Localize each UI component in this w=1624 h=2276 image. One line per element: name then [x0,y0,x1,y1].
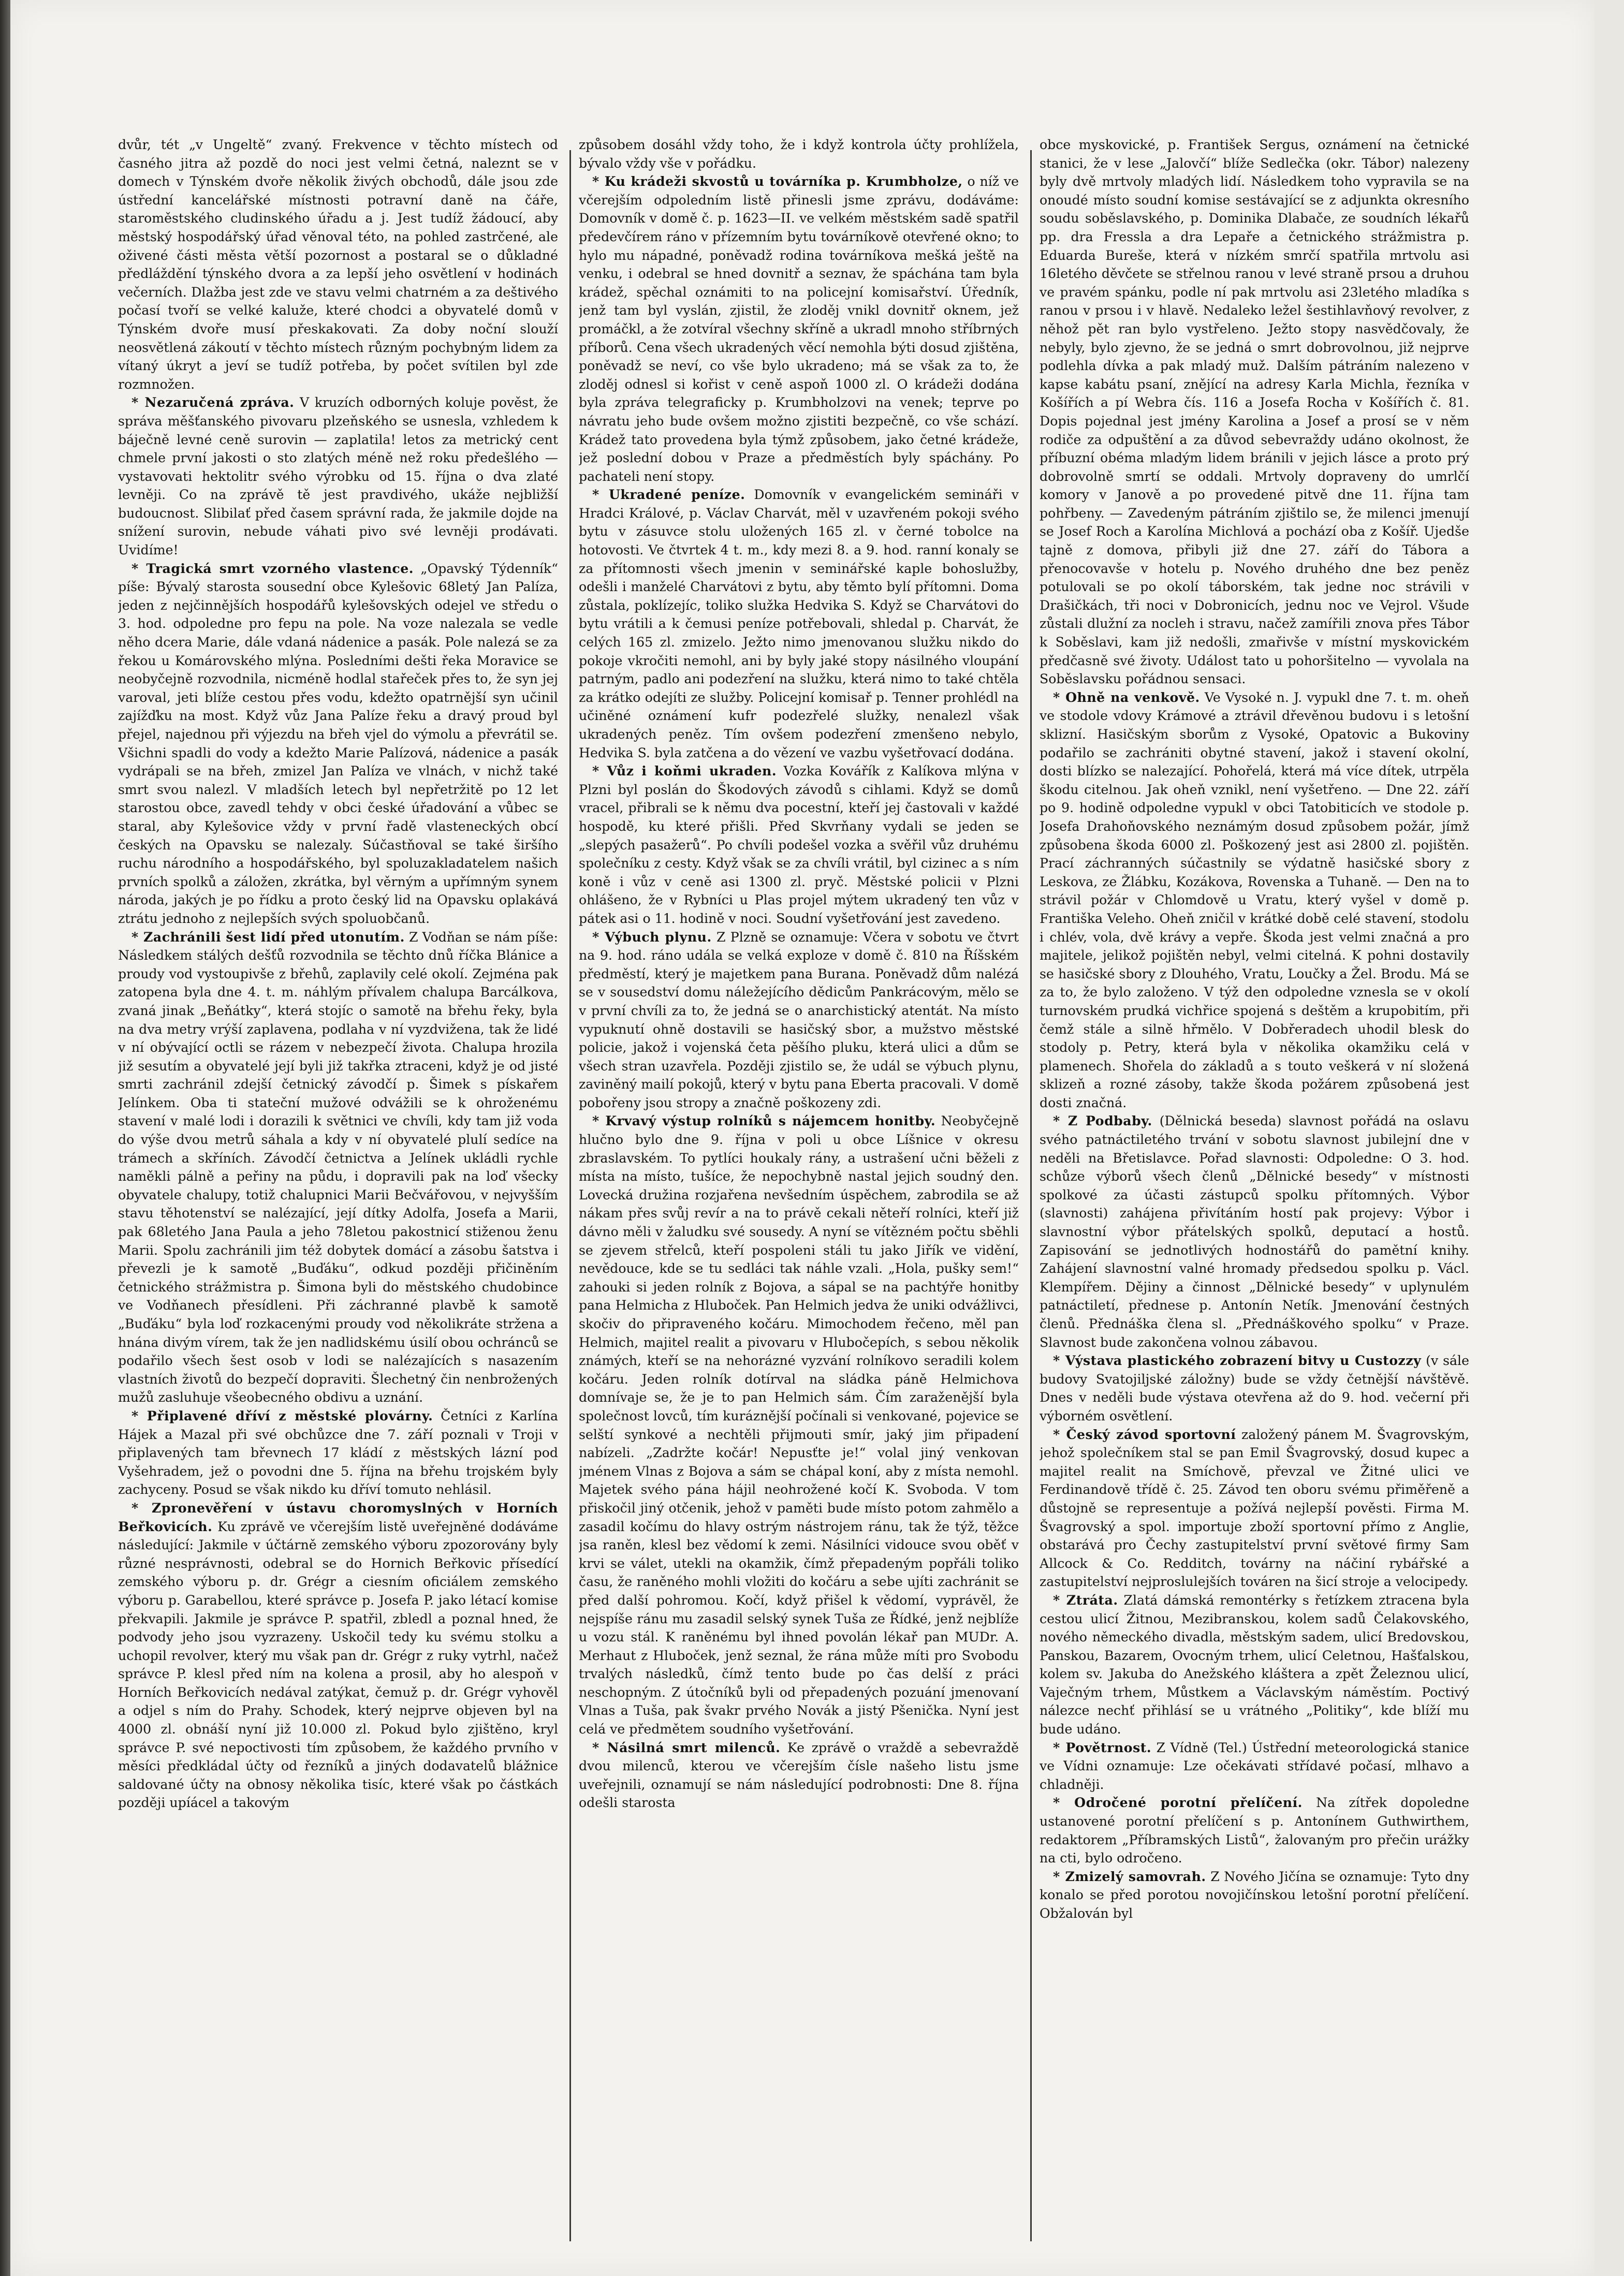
column-rule [569,150,571,2241]
article-headline: * Krvavý výstup rolníků s nájemcem honitby. [592,1113,936,1129]
article-text: Neobyčejně hlučno bylo dne 9. října v poli u obce Líšnice v okresu zbraslavském. To pytlíci houkaly rány, a ustrašení učni běželi z místa na místo, tušíce, že nepochybně nastal jejich soudný den. Lovecká družina rozjařena nevšedním úspěchem, zabrodila se až nákam přes svůj revír a na to právě cekali něteří rolníci, kteří již dávno měli v žaludku své sousedy. A nyní se vítězném počtu sběhli se zjevem střelců, kteří pospoleni stáli tu jako Jiřík ve vidění, nevědouce, kde se tu sedláci tak náhle vzali. „Hola, pušky sem!“ zahouki si jeden rolník z Bojova, a sápal se na pachtýře honitby pana Helmicha z Hluboček. Pan Helmich jedva že uniki odvážlivci, skočiv do připraveného kočáru. Mimochodem řečeno, měl pan Helmich, majitel realit a pivovaru v Hlubočepích, s sebou několik známých, kteří se na nehorázné vyzvání rolníkovo seradili kolem kočáru. Jeden rolník dotírval na sládka páně Helmichova domnívaje se, že je to pan Helmich sám. Čím zaraženější byla společnost lovců, tím kuráznější počínali si venkované, pojevice se selští synkové a nechtěli přijmouti smír, jaký jim připadení nabízeli. „Zadržte kočár! Nepusťte je!“ volal jiný venkovan jménem Vlnas z Bojova a sám se chápal koní, aby z místa nemohl. Majetek svého pána hájil neohrožené kočí K. Svoboda. V tom přiskočil jiný otčenik, jehož v paměti bude místo potom zahmělo a zasadil kočímu do hlavy ostrým nástrojem ránu, tak že týž, těžce jsa raněn, klesl bez vědomí k zemi. Násilníci vidouce svou oběť v krvi se válet, utekli na okamžik, čímž přepadeným popřáli toliko času, že raněného mohli vložiti do kočáru a sebe ujíti zachránit se před další pohromou. Kočí, když přišel k vědomí, vyprávěl, že nejspíše ránu mu zasadil selský synek Tuša ze Řídké, jenž nejblíže u vozu stál. K raněnému byl ihned povolán lékař pan MUDr. A. Merhaut z Hluboček, jenž seznal, že rána může míti pro Svobodu trvalých následků, čímž tento bude po čas delší z práci neschopným. Z útočníků byli od přepadených pozuání jmenovaní Vlnas a Tuša, pak švakr prvého Novák a jistý Pšenička. Nyní jest celá ve předmětem soudního vyšetřování. [579,1113,1019,1737]
article-text: Zlatá dámská remontérky s řetízkem ztracena byla cestou ulicí Žitnou, Mezibranskou, kolem sadů Čelakovského, nového německého divadla, městským sadem, ulicí Bredovskou, Panskou, Bazarem, Ovocným trhem, ulicí Celetnou, Hašťalskou, kolem sv. Jakuba do Anežského kláštera a zpět Železnou ulicí, Vaječným trhem, Můstkem a Václavským náměstím. Poctivý nálezce nechť přihlásí se u vrátného „Politiky“, kde blíží mu bude udáno. [1040,1592,1469,1737]
article-paragraph [1040,1794,1469,1867]
article-text: (Dělnická beseda) slavnost pořádá na oslavu svého patnáctiletého trvání v sobotu slavnost jubilejní dne v neděli na Břetislavce. Pořad slavnosti: Odpoledne: O 3. hod. schůze výborů všech členů „Dělnické besedy“ v místnosti spolkové za účasti zástupců spolku přítomných. Výbor (slavnosti) zahájena přivítáním hostí pak projevy: Výbor i slavnostní výbor přátelských spolků, deputací a hostů. Zapisování se jednotlivých hodnostářů do pamětní knihy. Zahájení slavnostní valné hromady předsedou spolku p. Václ. Klempířem. Dějiny a činnost „Dělnické besedy“ v uplynulém patnáctiletí, přednese p. Antonín Netík. Jmenování čestných členů. Přednáška člena sl. „Přednáškového spolku“ v Praze. Slavnost bude zakončena volnou zábavou. [1040,1113,1469,1350]
article-paragraph [1040,1112,1469,1352]
article-paragraph [118,928,558,1407]
article-text: (v sále budovy Svatojiljské záložny) bude se vždy četnější návštěvě. Dnes v neděli bude výstava otevřena až do 9. hod. večerní při výborném osvětlení. [1040,1353,1469,1423]
article-paragraph [579,136,1019,172]
article-paragraph [579,762,1019,928]
article-paragraph [579,1112,1019,1738]
article-text: Z Plzně se oznamuje: Včera v sobotu ve čtvrt na 9. hod. ráno udála se velká exploze v domě č. 810 na Říšském předměstí, který je majetkem pana Burana. Poněvadž dům nalézá se v sousedství domu náležejícího dědicům Pankrácovým, mělo se v první chvíli za to, že jedná se o anarchistický atentát. Na místo vypuknutí ohně dostavili se hasičský sbor, a mužstvo městské policie, jakož i vojenská četa pěšího pluku, která ulici a dům se všech stran uzavřela. Později zjistilo se, že udál se výbuch plynu, zaviněný mailí pokojů, který v bytu pana Eberta pracovali. V domě pobořeny jsou stropy a značně poškozeny zdi. [579,929,1019,1110]
article-headline: * Ku krádeži skvostů u továrníka p. Krumbholze, [592,173,963,189]
article-text: Ku zprávě ve včerejším listě uveřejněné dodáváme následující: Jakmile v účtárně zemského výboru zpozorovány byly různé nesprávnosti, odebral se do Hornich Beřkovic přísedící zemského výboru p. dr. Grégr a ciesním oficiálem zemského výboru p. Garabellou, které správce p. Josefa P. jako létací komise překvapili. Jakmile je správce P. spatřil, zbledl a poznal hned, že podvody jeho jsou vyzrazeny. Uskočil tedy ku svému stolku a uchopil revolver, který mu však pan dr. Grégr z ruky vytrhl, načež správce P. klesl před ním na kolena a prosil, aby ho alespoň v Horních Beřkovicích nedával zatýkat, čemuž p. dr. Grégr vyhověl a odjel s ním do Prahy. Schodek, který nejprve objeven byl na 4000 zl. obnáší nyní již 10.000 zl. Pokud bylo zjištěno, kryl správce P. své nepoctivosti tím způsobem, že každého prvního v měsíci předkládal účty od řezníků a jiných dodavatelů blážnice saldované účty na obnosy několika tisíc, které však po částkách později upíácel a takovým [118,1519,558,1811]
article-headline: * Zpronevěření v ústavu choromyslných v Horních Beřkovicích. [118,1500,558,1534]
article-paragraph [1040,1868,1469,1923]
article-headline: * Vůz i koňmi ukraden. [592,763,777,779]
article-headline: * Nezaručená zpráva. [131,394,295,410]
article-paragraph [1040,1591,1469,1739]
column-1 [118,136,558,2248]
article-paragraph [118,136,558,393]
article-paragraph [579,486,1019,762]
article-text: Z Vídně (Tel.) Ústřední meteorologická stanice ve Vídni oznamuje: Lze očekávati střídavé počasí, mlhavo a chladněji. [1040,1740,1469,1792]
article-headline: * Násilná smrt milenců. [592,1739,781,1755]
article-headline: * Český závod sportovní [1053,1426,1236,1442]
article-text: dvůr, tét „v Ungeltě“ zvaný. Frekvence v těchto místech od časného jitra až pozdě do noci jest velmi četná, naleznt se v domech v Týnském dvoře několik živých obchodů, dále jsou zde ústřední kancelářské místnosti potravní daně na čáře, staroměstského cludinského úřadu a j. Jest tudíž žádoucí, aby městský hospodářský úřad věnoval této, na pohled zastrčené, ale oživené části města větší pozornost a postaral se o důkladné předláždění týnského dvora a za lepší jeho osvětlení v hodinách večerních. Dlažba jest zde ve stavu velmi chatrném a za deštivého počasí tvoří se velké kaluže, které chodci a obyvatelé domů v Týnském dvoře musí přeskakovati. Za doby noční slouží neosvětlená zákoutí v těchto místech různým pochybným lidem za vítaný úkryt a jeví se tudíž potřeba, by počet svítilen byl zde rozmnožen. [118,137,558,392]
article-paragraph [579,172,1019,486]
article-headline: * Zmizelý samovrah. [1053,1868,1206,1884]
article-paragraph [1040,136,1469,688]
article-text: Z Vodňan se nám píše: Následkem stálých dešťů rozvodnila se těchto dnů říčka Blánice a proudy vod vystoupivše z břehů, zaplavily celé okolí. Zejména pak zatopena byla dne 4. t. m. náhlým přívalem chalupa Barcálkova, zvaná jinak „Beňátky“, která stojíc o samotě na břehu řeky, byla na dva metry vrýší zaplavena, podlaha v ní vyzdvižena, tak že lidé v ní obývající octli se rázem v nebezpečí života. Chalupa hrozila již sesutím a obyvatelé její byli již takřka ztraceni, když je od jisté smrti zachránil zdejší četnický závodčí p. Šimek s pískařem Jelínkem. Oba ti stateční mužové odvážili se k ohroženému stavení v malé lodi i dorazili k světnici ve chvíli, kdy tam již voda do výše dvou metrů sáhala a kdy v ní obyvatelé plulí sedíce na trámech a skříních. Závodčí četnictva a Jelínek ukládli rychle naměkli pálně a peřiny na půdu, i dopravili pak na loď všecky obyvatele chalupy, totiž chalupnici Marii Bečvářovou, v nejvyšším stavu těhotenství se nalézající, její dítky Adolfa, Josefa a Marii, pak 68letého Jana Paula a jeho 78letou pakostnicí stiženou ženu Marii. Spolu zachránili jim též dobytek domácí a zásobu šatstva i převezli je k samotě „Buďáku“, odkud později přičiněním četnického strážmistra p. Šimona byli do městského chudobince ve Vodňanech přesídleni. Při záchranné plavbě k samotě „Buďáku“ byla loď rozkacenými proudy vod několikráte stržena a hnána divým vírem, tak že jen nadlidskému úsilí obou ochránců se podařilo všech šest osob v lodi se nalézajících s nasazením vlastních životů do bezpečí dopraviti. Šlechetný čin nenbrožených mužů zasluhuje všeobecného obdivu a uznání. [118,929,558,1405]
article-headline: * Tragická smrt vzorného vlastence. [131,560,414,576]
article-headline: * Výbuch plynu. [592,929,712,945]
article-text: Ve Vysoké n. J. vypukl dne 7. t. m. oheň ve stodole vdovy Krámové a ztrávil dřevěnou budovu i s letošní sklizní. Hasičským sborům z Vysoké, Opatovic a Bukoviny podařilo se zachrániti obytné stavení, jakož i stavení okolní, dosti blízko se nalezající. Pohořelá, která má více dítek, utrpěla škodu citelnou. Jak oheň vznikl, není vyšetřeno. — Dne 22. září po 9. hodině odpoledne vypukl v obci Tatobiticích ve stodole p. Josefa Drahoňovského neznámým dosud způsobem požár, jímž způsobena škoda 6000 zl. Poškozený jest asi 2800 zl. pojištěn. Prací záchranných súčastnily se výdatně hasičské sbory z Leskova, ze Žlábku, Kozákova, Rovenska a Tuhaně. — Den na to strávil požár v Chlomdově u Vratu, který vyšel v domě p. Františka Veleho. Oheň zničil v krátké době celé stavení, stodolu i chlév, vola, dvě krávy a vepře. Škoda jest velmi značná a pro majitele, jelikož pojištěn nebyl, velmi citelná. K pohni dostavily se hasičské sbory z Dlouhého, Vratu, Loučky a Žel. Brodu. Má se za to, že bylo založeno. V týž den odpoledne vznesla se v okolí turnovském prudká vichřice spojená s deštěm a krupobitím, při čemž stále a silně hřmělo. V Dobřeradech uhodil blesk do stodoly p. Petry, která byla v několika okamžiku celá v plamenech. Shořela do základů a s touto veškerá v ní složená sklizeň a rozné zásoby, takže škoda požárem způsobená jest dosti značná. [1040,689,1469,1110]
article-text: Z Nového Jičína se oznamuje: Tyto dny konalo se před porotou novojičínskou letošní porotní přelíčení. Obžalován byl [1040,1869,1469,1921]
article-text: způsobem dosáhl vždy toho, že i když kontrola účty prohlížela, bývalo vždy vše v pořádku. [579,137,1019,171]
article-paragraph [118,1407,558,1499]
article-text: Ke zprávě o vraždě a sebevraždě dvou milenců, kterou ve včerejším čísle našeho listu jsme uveřejnili, oznamují se nám následující podrobnosti: Dne 8. října odešli starosta [579,1740,1019,1811]
article-paragraph [1040,688,1469,1112]
article-text: obce myskovické, p. František Sergus, oznámení na četnické stanici, že v lese „Jalovčí“ blíže Sedlečka (okr. Tábor) nalezeny byly dvě mrtvoly mladých lidí. Následkem toho vypravila se na onoudé místo soudní komise sestávající se z adjunkta okresního soudu soběslavského, p. Dominika Dlabače, ze soudních lékařů pp. dra Fressla a dra Lepaře a četnického strážmistra p. Eduarda Bureše, která v nízkém smrčí spatřila mrtvolu asi 16letého děvčete se střelnou ranou v levé straně prsou a druhou ve pravém spánku, podle ní pak mrtvolu asi 23letého mladíka s ranou v prsou i v hlavě. Nedaleko ležel šestihlavňový revolver, z něhož pět ran bylo vystřeleno. Ježto stopy nasvědčovaly, že nebyly, bylo zjevno, že se jedná o smrt dobrovolnou, již nejprve podlehla dívka a pak mladý muž. Dalším pátráním nalezeno v kapse kabátu psaní, znějící na adresy Karla Michla, řezníka v Košířích a pí Webra čís. 116 a Josefa Rocha v Košířích č. 81. Dopis pojednal jest jmény Karolina a Josef a prosí se v něm rodiče za odpuštění a za důvod sebevraždy udáno okolnost, že příbuzní obéma mladým lidem bránili v jejich lásce a proto prý dobrovolně smrtí se oddali. Mrtvoly dopraveny do umrlčí komory v Janově a po provedené pitvě dne 11. října tam pohřbeny. — Zavedeným pátráním zjištilo se, že milenci jmenují se Josef Roch a Karolína Michlová a pochází oba z Košíř. Ujedše tajně z domova, přibyli již dne 27. září do Tábora a přenocovavše v hotelu p. Nového druhého dne bez peněz potulovali se po okolí táborském, tak jedne noc strávili v Drašičkách, tři noci v Dobronicích, jednu noc ve Vejrol. Všude zůstali dlužní za nocleh i stravu, načež zamířili znova přes Tábor k Soběslavi, kam již nedošli, zmařivše v místní myskovickém předčasně své životy. Událost tato u pohoršitelno — vyvolala na Soběslavsku pořádnou sensaci. [1040,137,1469,687]
article-text: „Opavský Týdenník“ píše: Bývalý starosta sousední obce Kylešovic 68letý Jan Palíza, jeden z nejčinnějších hospodářů kylešovských odejel ve středu o 3. hod. odpoledne pro fepu na pole. Na voze nalezala se vedle něho dcera Marie, dále vdaná nádenice a pasák. Pole nalezá se za řekou u Komárovského mlýna. Posledními dešti řeka Moravice se neobyčejně rozvodnila, nicméně hodlal stařeček přes to, že syn jej varoval, jeti blíže cestou přes vodu, kdežto opatrnější syn učinil zajížďku na most. Když vůz Jana Palíze řeku a dravý proud byl přejel, najednou při výjezdu na břeh vjel do výmolu a převrátil se. Všichni spadli do vody a kdežto Marie Palízová, nádenice a pasák vydrápali se na břeh, zmizel Jan Palíza ve vlnách, v nichž také smrt svou nalezl. V mladších letech byl nepřetržitě po 12 let starostou obce, zavedl tehdy v obci české úřadování a vůbec se staral, aby Kylešovice vždy v první řadě vlasteneckých obcí českých na Opavsku se nalezaly. Súčastňoval se také širšího ruchu národního a hospodářského, byl spoluzakladatelem našich prvních spolků a záložen, zkrátka, byl věrným a upřímným synem národa, jakých je po řídku a proto český lid na Opavsku oplakává ztrátu jednoho z nejlepších svých spoluobčanů. [118,561,558,926]
article-headline: * Odročené porotní přelíčení. [1053,1795,1303,1811]
article-paragraph [118,1499,558,1812]
article-paragraph [118,393,558,559]
article-headline: * Výstava plastického zobrazení bitvy u Custozzy [1053,1353,1422,1369]
article-text: Vozka Kovářík z Kalíkova mlýna v Plzni byl poslán do Škodových závodů s cihlami. Když se domů vracel, přibrali se k němu dva pocestní, kteří jej častovali v každé hospodě, ku které přišli. Před Skvrňany vydali se jeden se „slepých pasažerů“. Po chvíli podešel vozka a svěřil vůz druhému společníku z cesty. Když však se za chvíli vrátil, byl cizinec a s ním koně i vůz v ceně asi 1300 zl. pryč. Městské policii v Plzni ohlášeno, že v Rybníci u Plas projel mýtem ukradený ten vůz v pátek asi o 11. hodině v noci. Soudní vyšetřování jest zavedeno. [579,763,1019,926]
article-text: o níž ve včerejším odpoledním listě přinesli jsme zprávu, dodáváme: Domovník v domě č. p. 1623—II. ve velkém městském sadě spatřil předevčírem ráno v přízemním bytu továrníkově otevřené okno; to hylo mu nápadné, poněvadž rodina továrníkova mešká ještě na venku, i odebral se hned dovnitř a seznav, že spáchána tam byla krádež, spěchal oznámiti to na policejní komisařství. Úředník, jenž tam byl vyslán, zjistil, že zloděj vnikl dovnitř oknem, jež promáčkl, a že zotvíral všechny skříně a ukradl mnoho stříbrných příborů. Cena všech ukradených věcí nemohla býti dosud zjištěna, poněvadž se neví, co vše bylo ukradeno; má se však za to, že zloděj odnesl si kořist v ceně aspoň 1000 zl. O krádeži dodána byla zpráva telegraficky p. Krumbholzovi na venek; teprve po návratu jeho bude ovšem možno zjistiti bezpečně, co vše schází. Krádež tato provedena byla týmž způsobem, jako četné krádeže, jež poslední dobou v Praze a předměstích byly spáchány. Po pachateli není stopy. [579,174,1019,484]
article-headline: * Ukradené peníze. [592,487,745,503]
article-text: Četníci z Karlína Hájek a Mazal při své obchůzce dne 7. září poznali v Troji v připlavených tam břevnech 17 kládí z městských lázní pod Vyšehradem, jež o povodni dne 5. října na břehu trojském byly zachyceny. Posud se však nikdo ku dříví tomuto nehlásil. [118,1408,558,1497]
article-paragraph [1040,1739,1469,1794]
column-rule [1030,150,1032,2241]
article-headline: * Z Podbaby. [1053,1113,1152,1129]
article-headline: * Připlavené dříví z městské plovárny. [131,1407,433,1423]
article-headline: * Zachránili šest lidí před utonutím. [131,929,405,945]
article-paragraph [118,560,558,928]
article-paragraph [1040,1352,1469,1425]
article-paragraph [579,928,1019,1112]
article-paragraph [579,1739,1019,1812]
article-text: založený pánem M. Švagrovským, jehož společníkem stal se pan Emil Švagrovský, dosud kupec a majitel realit na Smíchově, převzal ve Žitné ulici ve Ferdinandově třídě č. 25. Závod ten oboru svému přiměřeně a důstojně se representuje a požívá nejlepší pověsti. Firma M. Švagrovský a spol. importuje zboží sportovní přímo z Anglie, obstarává pro Čechy zastupitelství první světové firmy Sam Allcock & Co. Redditch, továrny na náčiní rybářské a zastupitelství nejproslulejších továren na šicí stroje a velocipedy. [1040,1427,1469,1590]
article-headline: * Ohně na venkově. [1053,689,1200,705]
article-text: V kruzích odborných koluje pověst, že správa měšťanského pivovaru plzeňského se usnesla, vzhledem k báječně levné ceně surovin — zaplatila! letos za metrický cent chmele první jakosti o sto zlatých méně než roku předešlého — vystavovati hektolitr svého výrobku od 15. října o dva zlaté levněji. Co na zprávě tě jest pravdivého, ukáže nejbližší budoucnost. Slibilať před časem správní rada, že jakmile dojde na snížení surovin, nebude váhati pivo své levněji prodávati. Uvidíme! [118,395,558,558]
article-text: Domovník v evangelickém semináři v Hradci Králové, p. Václav Charvát, měl v uzavřeném pokoji svého bytu v zásuvce stolu uložených 165 zl. v černé tobolce na hotovosti. Ve čtvrtek 4 t. m., kdy mezi 8. a 9. hod. ranní konaly se za přítomnosti všech jmenin v seminářské kaple bohoslužby, odešli i manželé Charvátovi z bytu, aby těmto bylí přítomni. Doma zůstala, poklízejíc, toliko služka Hedvika S. Když se Charvátovi do bytu vrátili a k čemusi peníze potřebovali, shledal p. Charvát, že celých 165 zl. zmizelo. Ježto nimo jmenovanou služku nikdo do pokoje vkročiti nemohl, ani by byly jaké stopy násilného vloupání patrným, padlo ani podezření na služku, která nimo to také chtěla za krátko odejíti ze služby. Policejní komisař p. Tenner prohlédl na učiněné oznámení kufr podezřelé služky, nenalezl však ukradených peněz. Tím ovšem podezření zmenšeno nebylo, Hedvika S. byla zatčena a do vězení ve vazbu vyšetřovací dodána. [579,487,1019,760]
column-3 [1040,136,1469,2248]
article-headline: * Ztráta. [1053,1592,1118,1608]
article-headline: * Povětrnost. [1053,1739,1152,1755]
column-2 [579,136,1019,2248]
article-paragraph [1040,1426,1469,1591]
article-text: Na zítřek dopoledne ustanovené porotní přelíčení s p. Antonínem Guthwirthem, redaktorem „Příbramských Listů“, žalovaným pro přečin urážky na cti, bylo odročeno. [1040,1795,1469,1866]
